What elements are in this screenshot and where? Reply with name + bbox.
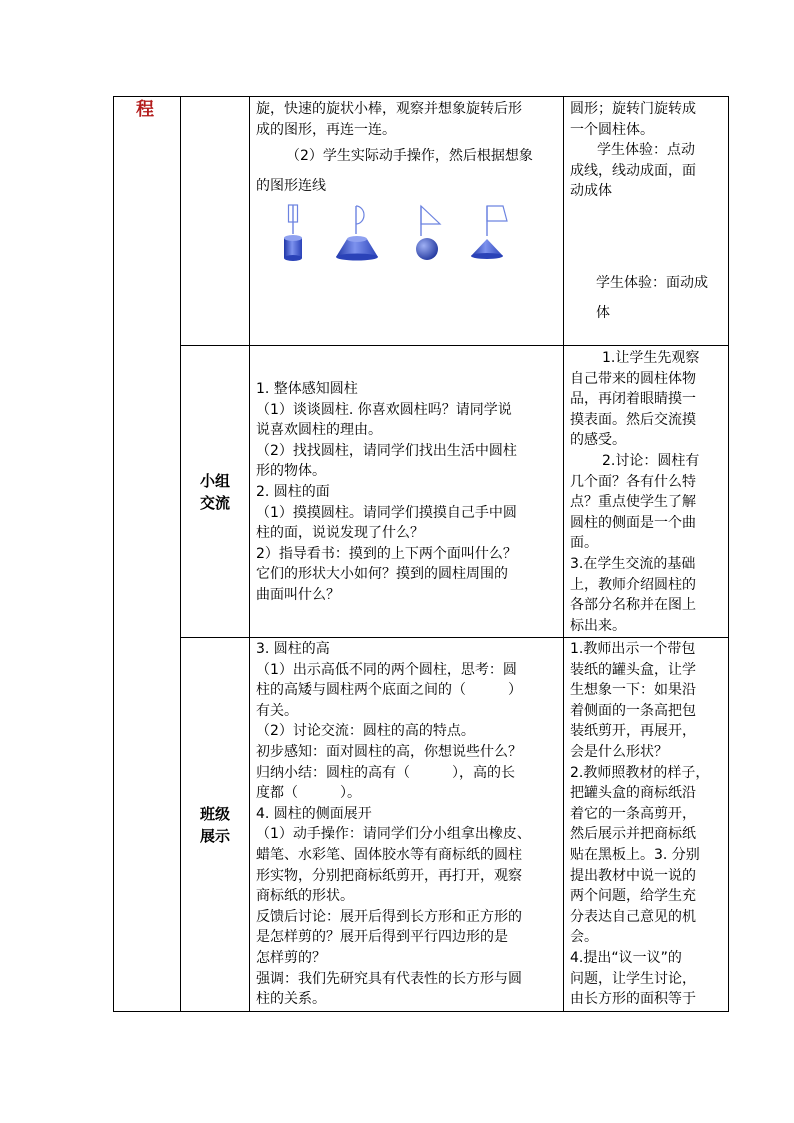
text-line: 成线，线动成面，面 [570, 162, 696, 179]
text-line: 2.教师照教材的样子， [570, 764, 710, 781]
label-line: 小组 [199, 472, 230, 490]
text-line: 上，教师介绍圆柱的 [570, 576, 696, 593]
text-line: （2）找找圆柱，请同学们找出生活中圆柱 [256, 442, 517, 459]
text-line: 1. 整体感知圆柱 [256, 381, 358, 397]
text-line: 标出来。 [570, 617, 626, 634]
top-row-notes-2 [596, 268, 726, 328]
text-line: 反馈后讨论：展开后得到长方形和正方形的 [256, 908, 522, 925]
text-line: 它们的形状大小如何？摸到的圆柱周围的 [256, 566, 508, 583]
text-line: 的图形连线 [256, 177, 326, 194]
label-line: 班级 [199, 805, 230, 823]
semicircle-flag-icon [356, 206, 364, 234]
text-line: 会是什么形状？ [570, 743, 668, 760]
text-line: 的感受。 [570, 432, 626, 449]
cone-icon [471, 239, 503, 259]
text-line: （1）谈谈圆柱. 你喜欢圆柱吗？请同学说 [256, 401, 512, 418]
text-line: 有关。 [256, 702, 298, 719]
text-line: 初步感知：面对圆柱的高，你想说些什么？ [256, 743, 522, 760]
trapezoid-flag-icon [487, 206, 507, 236]
text-line: 1.教师出示一个带包 [570, 641, 696, 657]
text-line: 把罐头盒的商标纸沿 [570, 785, 696, 802]
text-line: 面。 [570, 535, 598, 552]
text-line: 2. 圆柱的面 [256, 483, 330, 500]
text-line: 摸表面。然后交流摸 [570, 411, 696, 428]
label-line: 交流 [199, 494, 230, 512]
sphere-icon [416, 238, 438, 260]
rectangle-flag-icon [289, 205, 298, 234]
phase-label: 程 [136, 99, 154, 120]
text-line: 柱的关系。 [256, 991, 326, 1008]
segment-label-class [181, 803, 249, 847]
text-line: 体 [596, 305, 610, 321]
text-line: 圆柱的侧面是一个曲 [570, 514, 696, 531]
text-line: 是怎样剪的？展开后得到平行四边形的是 [256, 929, 508, 946]
text-line: 商标纸的形状。 [256, 888, 354, 905]
text-line: 形实物，分别把商标纸剪开，再打开，观察 [256, 867, 522, 884]
text-line: 2）指导看书：摸到的上下两个面叫什么？ [256, 545, 517, 562]
label-line: 展示 [199, 827, 230, 845]
text-line: 动成体 [570, 183, 612, 200]
text-line: 柱的面，说说发现了什么？ [256, 525, 424, 542]
text-line: 着它的一条高剪开， [570, 805, 696, 822]
text-line: 贴在黑板上。3. 分别 [570, 846, 700, 863]
text-line: 两个问题，给学生充 [570, 888, 696, 905]
text-line: 自己带来的圆柱体物 [570, 370, 696, 387]
text-line: 问题，让学生讨论， [570, 970, 696, 987]
text-line: （2）讨论交流：圆柱的高的特点。 [256, 723, 475, 740]
text-line: 2.讨论：圆柱有 [602, 452, 700, 469]
text-line: 形的物体。 [256, 463, 326, 480]
text-line: 说喜欢圆柱的理由。 [256, 422, 382, 439]
text-line: 强调：我们先研究具有代表性的长方形与圆 [256, 970, 522, 987]
text-line: 会。 [570, 929, 598, 946]
class-row-notes [570, 639, 728, 1010]
text-line: （1）出示高低不同的两个圆柱，思考：圆 [256, 661, 517, 678]
text-line: 一个圆柱体。 [570, 121, 654, 138]
text-line: 由长方形的面积等于 [570, 991, 696, 1008]
text-line: 圆形；旋转门旋转成 [570, 101, 696, 117]
triangle-flag-icon [421, 206, 440, 236]
text-line: （2）学生实际动手操作，然后根据想象 [286, 148, 533, 165]
text-line: 学生体验：面动成 [596, 275, 708, 291]
text-line: 品，再闭着眼睛摸一 [570, 391, 696, 408]
text-line: 旋，快速的旋状小棒，观察并想象旋转后形 [256, 101, 522, 117]
text-line: 蜡笔、水彩笔、固体胶水等有商标纸的圆柱 [256, 846, 522, 863]
text-line: 3.在学生交流的基础 [570, 555, 696, 572]
text-line: 度都（ ）。 [256, 785, 361, 802]
text-line: 各部分名称并在图上 [570, 597, 696, 614]
cylinder-icon [284, 235, 302, 261]
text-line: 装纸的罐头盒，让学 [570, 661, 696, 678]
text-line: 1.让学生先观察 [602, 350, 700, 366]
text-line: 分表达自己意见的机 [570, 908, 696, 925]
text-line: 4.提出“议一议”的 [570, 949, 682, 966]
text-line: 怎样剪的？ [256, 949, 326, 966]
segment-label-group [181, 470, 249, 514]
text-line: （1）动手操作：请同学们分小组拿出橡皮、 [256, 826, 531, 843]
group-row-notes [570, 348, 728, 636]
text-line: 几个面？各有什么特 [570, 473, 696, 490]
text-line: 生想象一下：如果沿 [570, 682, 696, 699]
text-line: 归纳小结：圆柱的高有（ ），高的长 [256, 764, 515, 781]
text-line: 装纸剪开，再展开， [570, 723, 696, 740]
text-line: 曲面叫什么？ [256, 586, 340, 603]
text-line: 成的图形，再连一连。 [256, 121, 396, 138]
text-line: 着侧面的一条高把包 [570, 702, 696, 719]
text-line: 点？重点使学生了解 [570, 494, 696, 511]
text-line: 3. 圆柱的高 [256, 641, 330, 657]
text-line: 4. 圆柱的侧面展开 [256, 805, 372, 822]
text-line: 学生体验：点动 [597, 142, 695, 159]
text-line: （1）摸摸圆柱。请同学们摸摸自己手中圆 [256, 504, 517, 521]
group-row-content [256, 379, 562, 606]
text-line: 然后展示并把商标纸 [570, 826, 696, 843]
frustum-icon [336, 236, 378, 261]
class-row-content [256, 639, 562, 1010]
top-row-notes [570, 99, 728, 202]
text-line: 柱的高矮与圆柱两个底面之间的（ ） [256, 682, 522, 699]
text-line: 提出教材中说一说的 [570, 867, 696, 884]
